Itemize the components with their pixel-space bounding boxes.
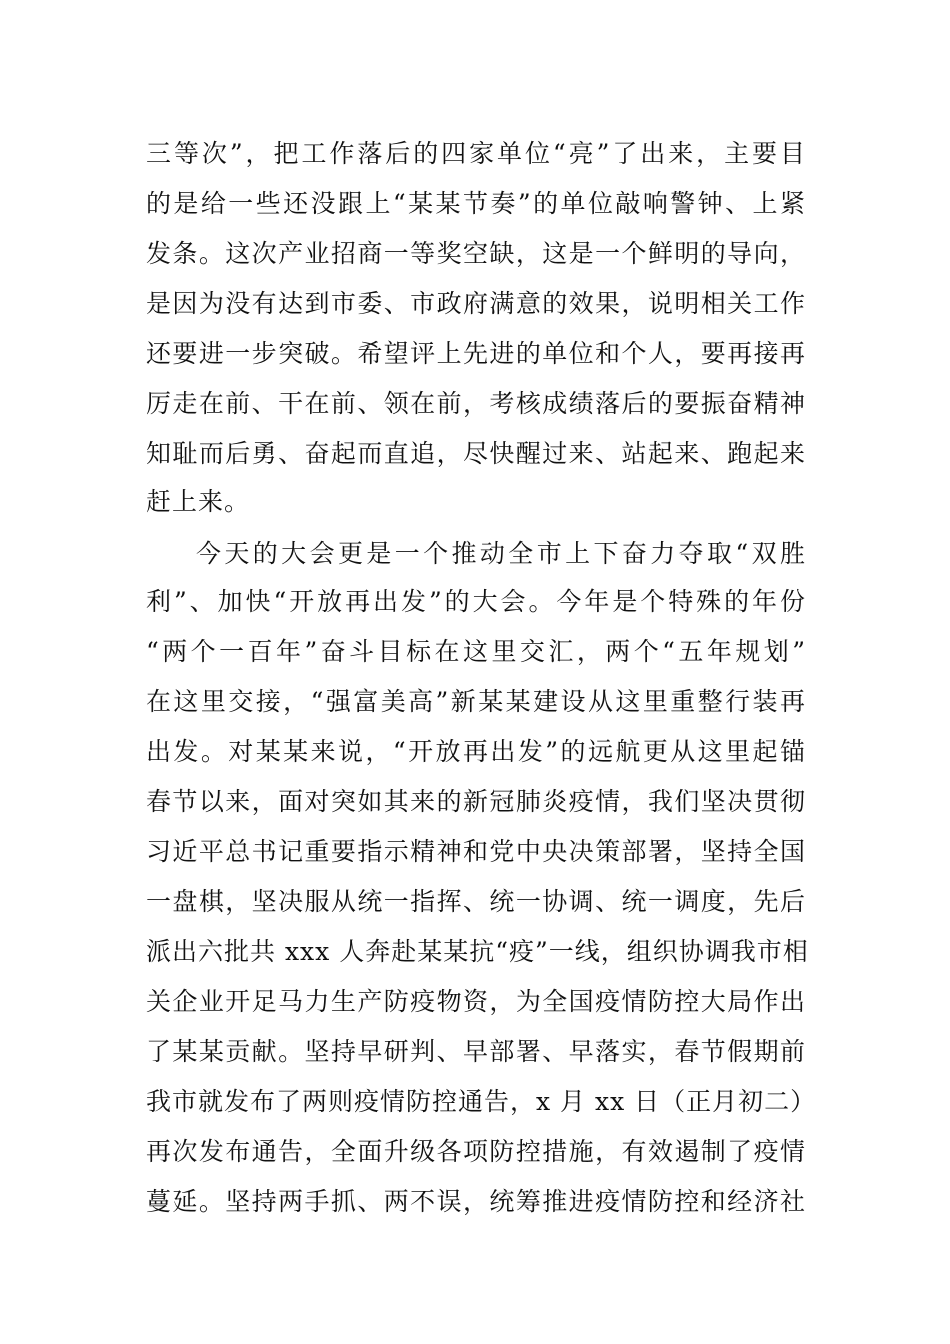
- text-line-4: 是因为没有达到市委、市政府满意的效果，说明相关工作: [146, 289, 806, 318]
- text-line-20: 我市就发布了两则疫情防控通告，x 月 xx 日（正月初二）: [146, 1087, 817, 1116]
- text-line-21: 再次发布通告，全面升级各项防控措施，有效遏制了疫情: [146, 1137, 806, 1166]
- text-line-10: 利”、加快“开放再出发”的大会。今年是个特殊的年份: [146, 587, 806, 616]
- text-line-8: 赶上来。: [146, 487, 251, 516]
- text-line-15: 习近平总书记重要指示精神和党中央决策部署，坚持全国: [146, 837, 806, 866]
- text-line-5: 还要进一步突破。希望评上先进的单位和个人，要再接再: [146, 339, 806, 368]
- text-line-1: 三等次”，把工作落后的四家单位“亮”了出来，主要目: [146, 139, 806, 168]
- text-line-17: 派出六批共 xxx 人奔赴某某抗“疫”一线，组织协调我市相: [146, 937, 809, 966]
- text-line-13: 出发。对某某来说，“开放再出发”的远航更从这里起锚: [146, 737, 806, 766]
- text-line-14: 春节以来，面对突如其来的新冠肺炎疫情，我们坚决贯彻: [146, 787, 806, 816]
- text-line-19: 了某某贡献。坚持早研判、早部署、早落实，春节假期前: [146, 1037, 806, 1066]
- text-line-12: 在这里交接，“强富美高”新某某建设从这里重整行装再: [146, 687, 806, 716]
- text-line-18: 关企业开足马力生产防疫物资，为全国疫情防控大局作出: [146, 987, 806, 1016]
- text-line-6: 厉走在前、干在前、领在前，考核成绩落后的要振奋精神: [146, 389, 806, 418]
- text-line-11: “两个一百年”奋斗目标在这里交汇，两个“五年规划”: [146, 637, 806, 666]
- text-line-2: 的是给一些还没跟上“某某节奏”的单位敲响警钟、上紧: [146, 189, 806, 218]
- text-line-16: 一盘棋，坚决服从统一指挥、统一协调、统一调度，先后: [146, 887, 806, 916]
- text-line-22: 蔓延。坚持两手抓、两不误，统筹推进疫情防控和经济社: [146, 1187, 806, 1216]
- text-line-7: 知耻而后勇、奋起而直追，尽快醒过来、站起来、跑起来: [146, 439, 806, 468]
- text-line-3: 发条。这次产业招商一等奖空缺，这是一个鲜明的导向，: [146, 239, 806, 268]
- text-line-9: 今天的大会更是一个推动全市上下奋力夺取“双胜: [196, 539, 806, 568]
